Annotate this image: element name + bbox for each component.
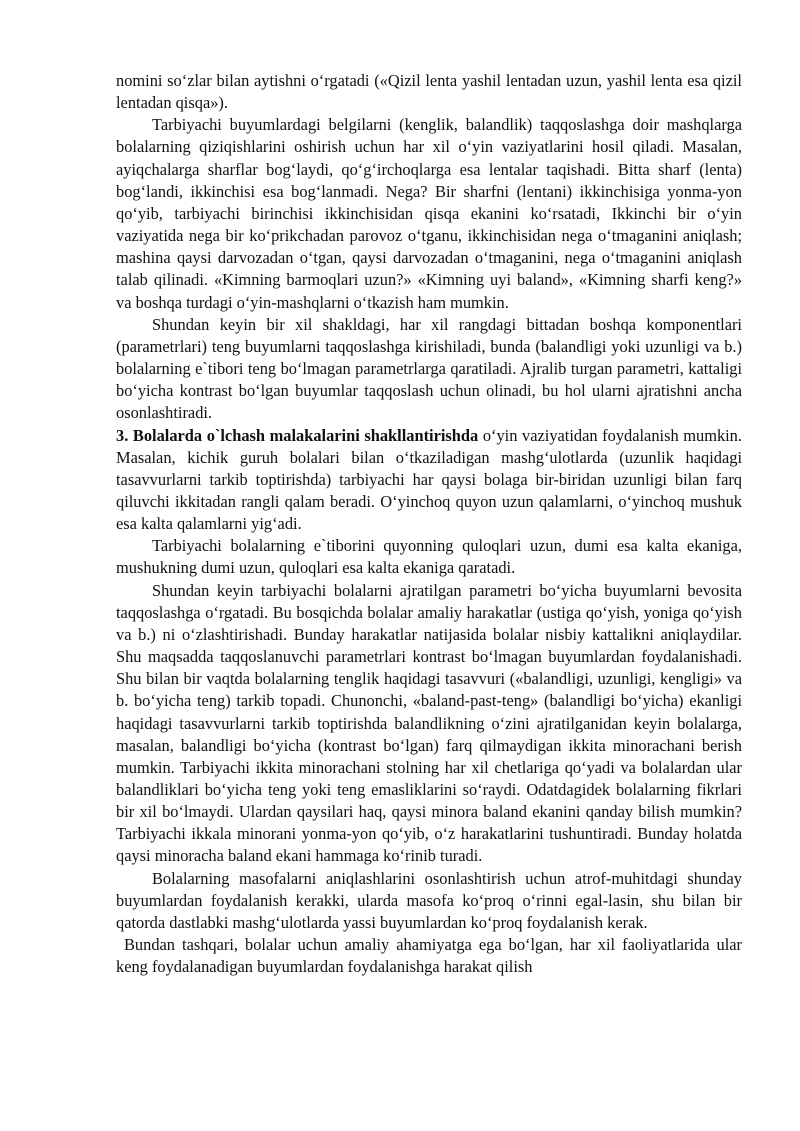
section-body: o‘yin vaziyatidan foydalanish mumkin. Masalan, kichik guruh bolalari bilan o‘tkaziladigan mashg‘ulotlarda (uzunlik haqidagi tasavvurlarni tarkib toptirishda) tarbiyachi har qaysi bolaga bir-biridan uzunligi bilan farq qiluvchi ikkitadan rangli qalam beradi. O‘yinchoq quyon uzun qalamlarni, o‘yinchoq mushuk esa kalta qalamlarni yig‘adi. [116,425,742,534]
paragraph-3: Shundan keyin bir xil shakldagi, har xil rangdagi bittadan boshqa komponentlari (parametrlari) teng buyumlarni taqqoslashga kirishiladi, bunda (balandligi yoki uzunligi va b.) bolalarning e`tibori teng bo‘lmagan parametrlarga qaratiladi. Ajralib turgan parametri, kattaligi bo‘yicha kontrast bo‘lgan buyumlar taqqoslash uchun olinadi, bu hol ularni ajratishni ancha osonlashtiradi. [116,314,742,423]
paragraph-2: Tarbiyachi buyumlardagi belgilarni (kenglik, balandlik) taqqoslashga doir mashqlarga bolalarning qiziqishlarini oshirish uchun har xil o‘yin vaziyatlarini hosil qiladi. Masalan, ayiqchalarga sharflar bog‘laydi, qo‘g‘irchoqlarga esa lentalar taqishadi. Bitta sharf (lenta) bog‘landi, ikkinchisi esa bog‘lanmadi. Nega? Bir sharfni (lentani) ikkinchisiga yonma-yon qo‘yib, tarbiyachi birinchisi ikkinchisidan qisqa ekanini ko‘rsatadi, Ikkinchi bir o‘yin vaziyatida nega bir ko‘prikchadan parovoz o‘tganu, ikkinchisidan nega o‘tmaganini aniqlash; mashina qaysi darvozadan o‘tgan, qaysi darvozadan o‘tmaganini, nega o‘tmaganini aniqlash talab qilinadi. «Kimning barmoqlari uzun?» «Kimning uyi baland», «Kimning sharfi keng?» va boshqa turdagi o‘yin-mashqlarni o‘tkazish ham mumkin. [116,115,742,312]
paragraph-1: nomini so‘zlar bilan aytishni o‘rgatadi («Qizil lenta yashil lentadan uzun, yashil lenta esa qizil lentadan qisqa»). [116,71,742,113]
paragraph-4-section-3 [116,425,742,536]
section-number: 3. [116,425,129,445]
paragraph-6: Shundan keyin tarbiyachi bolalarni ajratilgan parametri bo‘yicha buyumlarni bevosita taqqoslashga o‘rgatadi. Bu bosqichda bolalar amaliy harakatlar (ustiga qo‘yish, yoniga qo‘yish va b.) ni o‘zlashtirishadi. Bunday harakatlar natijasida bolalar nisbiy kattalikni aniqlaydilar. Shu maqsadda taqqoslanuvchi parametrlari kontrast bo‘lmagan buyumlardan foydalanishadi. Shu bilan bir vaqtda bolalarning tenglik haqidagi tasavvuri («balandligi, uzunligi, kengligi» va b. bo‘yicha teng) tarkib topadi. Chunonchi, «baland-past-teng» (balandligi bo‘yicha) ekanligi haqidagi tasavvurlarni tarkib toptirishda balandlikning o‘zini ajratilganidan keyin bolalarga, masalan, balandligi bo‘yicha (kontrast bo‘lgan) farq qilmaydigan ikkita minorachani berish mumkin. Tarbiyachi ikkita minorachani stolning har xil chetlariga qo‘yadi va bolalardan ular balandliklari bo‘yicha teng yoki teng emasliklarini so‘raydi. Odatdagidek bolalarning fikrlari bir xil bo‘lmaydi. Ulardan qaysilari haq, qaysi minora baland ekanini qanday bilish mumkin? Tarbiyachi ikkala minorani yonma-yon qo‘yib, o‘z harakatlarini tushuntiradi. Bunday holatda qaysi minoracha baland ekani hammaga ko‘rinib turadi. [116,580,742,866]
section-heading: Bolalarda o`lchash malakalarini shakllantirishda [132,425,479,445]
document-page [116,70,742,978]
paragraph-5: Tarbiyachi bolalarning e`tiborini quyonning quloqlari uzun, dumi esa kalta ekaniga, mushukning dumi uzun, quloqlari esa kalta ekaniga qaratadi. [116,536,742,578]
paragraph-8: Bundan tashqari, bolalar uchun amaliy ahamiyatga ega bo‘lgan, har xil faoliyatlarida ular keng foydalanadigan buyumlardan foydalanishga harakat qilish [116,935,742,977]
paragraph-7: Bolalarning masofalarni aniqlashlarini osonlashtirish uchun atrof-muhitdagi shunday buyumlardan foydalanish kerakki, ularda masofa ko‘proq o‘rinni egal-lasin, shu bilan bir qatorda dastlabki mashg‘ulotlarda yassi buyumlardan ko‘proq foydalanish kerak. [116,868,742,932]
